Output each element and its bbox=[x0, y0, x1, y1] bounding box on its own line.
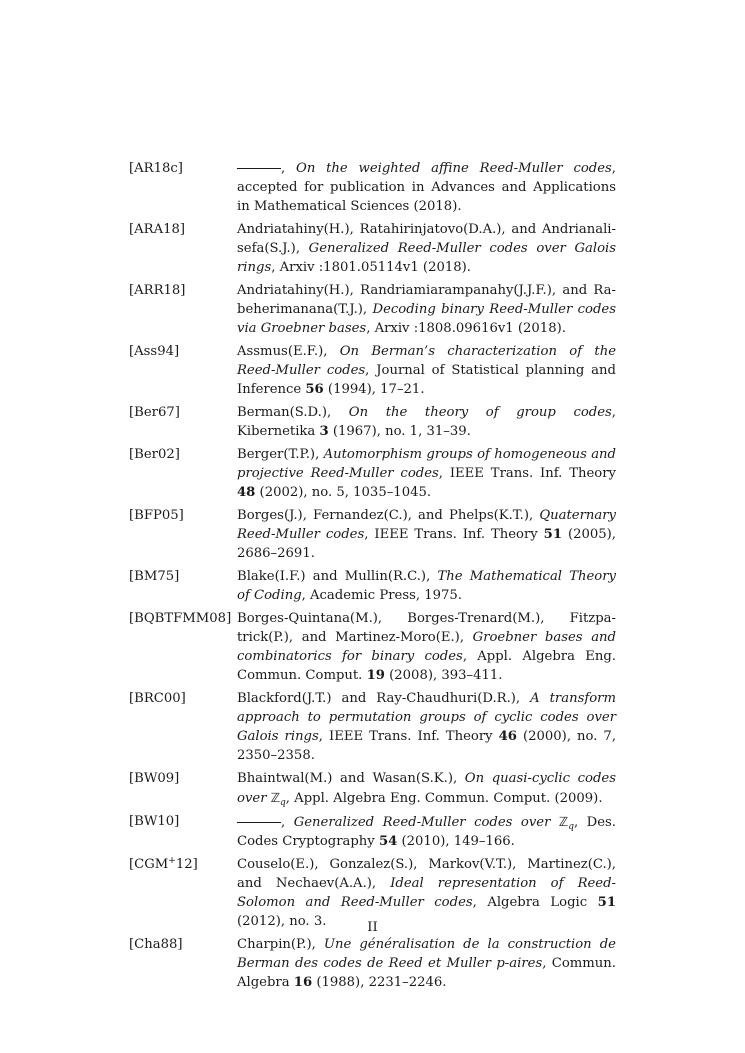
reference-title: Groebner bases and combinatorics for binary codes bbox=[237, 630, 616, 664]
reference-entry bbox=[129, 281, 616, 338]
reference-key: [Ber02] bbox=[129, 447, 180, 462]
reference-body bbox=[237, 159, 616, 216]
reference-key: [BM75] bbox=[129, 569, 180, 584]
reference-text: Blake(I.F.) and Mullin(R.C.), bbox=[237, 569, 438, 584]
reference-key: [Ber67] bbox=[129, 405, 180, 420]
math-symbol-zq bbox=[559, 815, 574, 830]
reference-text: , accepted for publication in Advances and Applications in Mathematical Sciences (2018). bbox=[237, 161, 616, 214]
reference-text: Berman(S.D.), bbox=[237, 405, 349, 420]
reference-text: Assmus(E.F.), bbox=[237, 344, 340, 359]
reference-entry bbox=[129, 567, 616, 605]
reference-title: Une généralisation de la construction de Berman des codes de Reed et Muller p-aires bbox=[237, 937, 616, 971]
reference-title: On quasi-cyclic codes over bbox=[237, 771, 616, 806]
reference-text: Andriatahiny(H.), Randriamiarampanahy(J.J.F.), and Rabeherimanana(T.J.), bbox=[237, 283, 616, 317]
reference-body bbox=[237, 769, 616, 808]
reference-title: Generalized Reed-Muller codes over bbox=[293, 815, 559, 830]
reference-key: [BRC00] bbox=[129, 691, 186, 706]
reference-text: (1967), no. 1, 31–39. bbox=[328, 424, 471, 439]
reference-key: [Ass94] bbox=[129, 344, 180, 359]
reference-volume: 3 bbox=[319, 424, 329, 439]
reference-entry bbox=[129, 506, 616, 563]
reference-body bbox=[237, 812, 616, 851]
reference-text: (2005), 2686–2691. bbox=[237, 527, 616, 561]
reference-text: , Journal of Statistical planning and Inference bbox=[237, 363, 616, 397]
reference-title: Ideal representation of Reed-Solomon and Reed-Muller codes bbox=[237, 876, 617, 910]
reference-title: Generalized Reed-Muller codes over Galois rings bbox=[237, 241, 616, 275]
reference-body bbox=[237, 689, 616, 765]
reference-title: Quaternary Reed-Muller codes bbox=[237, 508, 616, 542]
reference-title: On Berman’s characterization of the Reed-Muller codes bbox=[237, 344, 616, 378]
reference-text: , Arxiv :1808.09616v1 (2018). bbox=[366, 321, 566, 336]
reference-text: , Academic Press, 1975. bbox=[301, 588, 462, 603]
reference-entry bbox=[129, 220, 616, 277]
reference-body bbox=[237, 609, 616, 685]
reference-text: Andriatahiny(H.), Ratahirinjatovo(D.A.), and Andrianalisefa(S.J.), bbox=[237, 222, 616, 256]
math-symbol-zq bbox=[271, 791, 286, 806]
reference-key: [ARA18] bbox=[129, 222, 186, 237]
bibliography-list bbox=[129, 159, 616, 996]
reference-text: Blackford(J.T.) and Ray-Chaudhuri(D.R.), bbox=[237, 691, 531, 706]
reference-text: , Algebra Logic bbox=[472, 895, 598, 910]
page-number: II bbox=[367, 920, 378, 935]
reference-text: Couselo(E.), Gonzalez(S.), Markov(V.T.), Martinez(C.), and Nechaev(A.A.), bbox=[237, 857, 616, 891]
reference-key: [AR18c] bbox=[129, 161, 183, 176]
reference-text: (2008), 393–411. bbox=[384, 668, 503, 683]
reference-body bbox=[237, 281, 616, 338]
reference-body bbox=[237, 567, 616, 605]
reference-title: Decoding binary Reed-Muller codes via Groebner bases bbox=[237, 302, 616, 336]
reference-text: , Des. Codes Cryptography bbox=[237, 815, 616, 849]
reference-text: , bbox=[281, 815, 294, 830]
reference-key: [BFP05] bbox=[129, 508, 184, 523]
reference-text: , Appl. Algebra Eng. Commun. Comput. (2009). bbox=[285, 791, 603, 806]
reference-text: Borges-Quintana(M.), Borges-Trenard(M.), Fitzpatrick(P.), and Martinez-Moro(E.), bbox=[237, 611, 616, 645]
reference-text: , bbox=[281, 161, 297, 176]
reference-volume: 16 bbox=[293, 975, 313, 990]
reference-text: , IEEE Trans. Inf. Theory bbox=[318, 729, 499, 744]
same-author-rule bbox=[237, 168, 281, 169]
reference-key: [BW10] bbox=[129, 814, 180, 829]
reference-text: Charpin(P.), bbox=[237, 937, 324, 952]
reference-text: , Kibernetika bbox=[237, 405, 616, 439]
reference-text: Berger(T.P.), bbox=[237, 447, 324, 462]
math-subscript: q bbox=[568, 822, 574, 832]
reference-text: Borges(J.), Fernandez(C.), and Phelps(K.T.), bbox=[237, 508, 540, 523]
reference-entry bbox=[129, 769, 616, 808]
reference-text: , Appl. Algebra Eng. Commun. Comput. bbox=[237, 649, 616, 683]
reference-volume: 46 bbox=[498, 729, 517, 744]
reference-volume: 48 bbox=[237, 485, 256, 500]
reference-volume: 51 bbox=[543, 527, 563, 542]
reference-title: The Mathematical Theory of Coding bbox=[237, 569, 616, 603]
reference-key: [BW09] bbox=[129, 771, 180, 786]
reference-text: (2000), no. 7, 2350–2358. bbox=[237, 729, 617, 763]
reference-text: (1994), 17–21. bbox=[323, 382, 425, 397]
reference-text: (2012), no. 3. bbox=[237, 914, 327, 929]
reference-entry bbox=[129, 935, 616, 992]
reference-volume: 19 bbox=[366, 668, 385, 683]
reference-body bbox=[237, 506, 616, 563]
reference-volume: 51 bbox=[597, 895, 616, 910]
reference-entry bbox=[129, 159, 616, 216]
reference-entry bbox=[129, 342, 616, 399]
reference-entry bbox=[129, 812, 616, 851]
reference-title: On the weighted affine Reed-Muller codes bbox=[296, 161, 612, 176]
reference-text: (2010), 149–166. bbox=[397, 834, 515, 849]
reference-entry bbox=[129, 609, 616, 685]
reference-key: [BQBTFMM08] bbox=[129, 611, 232, 626]
reference-body bbox=[237, 220, 616, 277]
reference-key: [ARR18] bbox=[129, 283, 186, 298]
reference-title: A transform approach to permutation groups of cyclic codes over Galois rings bbox=[237, 691, 616, 744]
reference-text: Bhaintwal(M.) and Wasan(S.K.), bbox=[237, 771, 465, 786]
same-author-rule bbox=[237, 822, 281, 823]
reference-title: On the theory of group codes bbox=[348, 405, 612, 420]
superscript-plus: + bbox=[168, 856, 176, 866]
reference-text: , Arxiv :1801.05114v1 (2018). bbox=[271, 260, 471, 275]
reference-volume: 54 bbox=[378, 834, 398, 849]
reference-entry bbox=[129, 445, 616, 502]
math-integers-symbol: ℤ bbox=[270, 790, 281, 805]
reference-text: , IEEE Trans. Inf. Theory bbox=[364, 527, 544, 542]
reference-body bbox=[237, 342, 616, 399]
reference-text: , IEEE Trans. Inf. Theory bbox=[438, 466, 617, 481]
reference-volume: 56 bbox=[305, 382, 324, 397]
reference-entry bbox=[129, 689, 616, 765]
reference-text: (1988), 2231–2246. bbox=[312, 975, 447, 990]
math-subscript: q bbox=[280, 798, 286, 808]
math-integers-symbol: ℤ bbox=[558, 814, 569, 829]
reference-key: [Cha88] bbox=[129, 937, 183, 952]
reference-body bbox=[237, 935, 616, 992]
reference-entry bbox=[129, 403, 616, 441]
reference-body bbox=[237, 445, 616, 502]
reference-body bbox=[237, 403, 616, 441]
reference-key: [CGM+12] bbox=[129, 856, 198, 872]
reference-text: (2002), no. 5, 1035–1045. bbox=[255, 485, 432, 500]
reference-title: Automorphism groups of homogeneous and projective Reed-Muller codes bbox=[237, 447, 616, 481]
reference-text: , Commun. Algebra bbox=[237, 956, 616, 990]
